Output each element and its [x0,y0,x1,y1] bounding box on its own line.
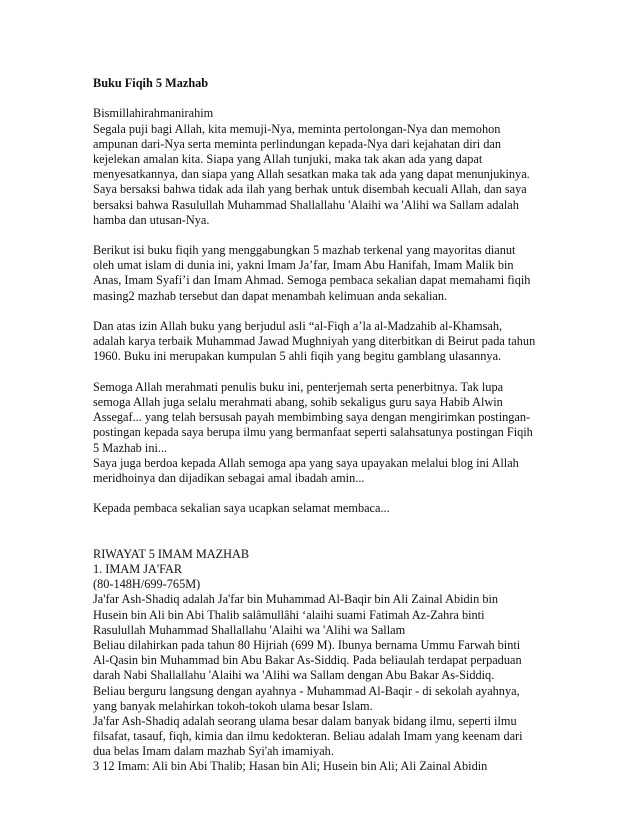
spacer [93,365,573,380]
text-line: Al-Qasin bin Muhammad bin Abu Bakar As-Siddiq. Pada beliaulah terdapat perpaduan [93,653,522,668]
spacer [93,304,573,319]
spacer [93,516,573,546]
text-line: masing2 mazhab tersebut dan dapat menambah kelimuan anda sekalian. [93,288,448,303]
section-riwayat [93,547,573,775]
subsection-heading: 1. IMAM JA'FAR [93,562,183,577]
text-line: dua belas Imam dalam mazhab Syi'ah imamiyah. [93,744,334,759]
spacer [93,486,573,501]
text-line: Ja'far Ash-Shadiq adalah seorang ulama besar dalam banyak bidang ilmu, seperti ilmu [93,713,517,728]
text-line: 1960. Buku ini merupakan kumpulan 5 ahli fiqih yang begitu gamblang ulasannya. [93,349,502,364]
text-line: Ja'far Ash-Shadiq adalah Ja'far bin Muhammad Al-Baqir bin Ali Zainal Abidin bin [93,592,499,607]
text-line: Bismillahirahmanirahim [93,106,214,121]
text-line: darah Nabi Shallallahu 'Alaihi wa 'Alihi wa Sallam dengan Abu Bakar As-Siddiq. [93,668,495,683]
text-line: hamba dan utusan-Nya. [93,212,210,227]
text-line: Saya bersaksi bahwa tidak ada ilah yang berhak untuk disembah kecuali Allah, dan saya [93,182,527,197]
text-line: Saya juga berdoa kepada Allah semoga apa yang saya upayakan melalui blog ini Allah [93,455,519,470]
text-line: kejelekan amalan kita. Siapa yang Allah tunjuki, maka tak akan ada yang dapat [93,151,483,166]
document-page [93,76,573,775]
text-line: 5 Mazhab ini... [93,440,168,455]
text-line: postingan kepada saya berupa ilmu yang bermanfaat seperti salahsatunya postingan Fiqih [93,425,533,440]
text-line: filsafat, tasauf, fiqh, kimia dan ilmu kedokteran. Beliau adalah Imam yang keenam dari [93,729,523,744]
paragraph-closing [93,501,573,516]
spacer [93,91,573,106]
text-line: ampunan dari-Nya serta meminta perlindungan kepada-Nya dari kejahatan diri dan [93,136,502,151]
text-line: Anas, Imam Syafi’i dan Imam Ahmad. Semoga pembaca sekalian dapat memahami fiqih [93,273,531,288]
spacer [93,228,573,243]
text-line: oleh umat islam di dunia ini, yakni Imam Ja’far, Imam Abu Hanifah, Imam Malik bin [93,258,514,273]
text-line: Assegaf... yang telah bersusah payah membimbing saya dengan mengirimkan postingan- [93,410,531,425]
text-line: yang banyak melahirkan tokoh-tokoh ulama besar Islam. [93,698,373,713]
paragraph-intro [93,106,573,228]
text-line: adalah karya terbaik Muhammad Jawad Mughniyah yang diterbitkan di Beirut pada tahun [93,334,536,349]
text-line: Berikut isi buku fiqih yang menggabungkan 5 mazhab terkenal yang mayoritas dianut [93,243,516,258]
text-line: Kepada pembaca sekalian saya ucapkan selamat membaca... [93,501,390,516]
text-line: menyesatkannya, dan siapa yang Allah sesatkan maka tak ada yang dapat menunjukinya. [93,167,530,182]
text-line: Rasulullah Muhammad Shallallahu 'Alaihi wa 'Alihi wa Sallam [93,622,406,637]
paragraph-mazhab [93,243,573,304]
text-line: Husein bin Ali bin Abi Thalib salâmullâhi ‘alaihi suami Fatimah Az-Zahra binti [93,607,485,622]
text-line: Beliau berguru langsung dengan ayahnya - Muhammad Al-Baqir - di sekolah ayahnya, [93,683,520,698]
text-line: 3 12 Imam: Ali bin Abi Thalib; Hasan bin Ali; Husein bin Ali; Ali Zainal Abidin [93,759,488,774]
text-line: Segala puji bagi Allah, kita memuji-Nya, meminta pertolongan-Nya dan memohon [93,121,501,136]
document-title: Buku Fiqih 5 Mazhab [93,76,209,90]
section-heading: RIWAYAT 5 IMAM MAZHAB [93,546,250,561]
text-line: Beliau dilahirkan pada tahun 80 Hijriah (699 M). Ibunya bernama Ummu Farwah binti [93,637,521,652]
paragraph-source [93,319,573,365]
text-line: meridhoinya dan dijadikan sebagai amal ibadah amin... [93,470,365,485]
text-line: (80-148H/699-765M) [93,577,201,592]
text-line: Dan atas izin Allah buku yang berjudul asli “al-Fiqh a’la al-Madzahib al-Khamsah, [93,319,503,333]
text-line: bersaksi bahwa Rasulullah Muhammad Shallallahu 'Alaihi wa 'Alihi wa Sallam adalah [93,197,519,212]
paragraph-thanks [93,380,573,486]
text-line: Semoga Allah merahmati penulis buku ini, penterjemah serta penerbitnya. Tak lupa [93,379,504,394]
text-line: semoga Allah juga selalu merahmati abang, sohib sekaligus guru saya Habib Alwin [93,394,503,409]
